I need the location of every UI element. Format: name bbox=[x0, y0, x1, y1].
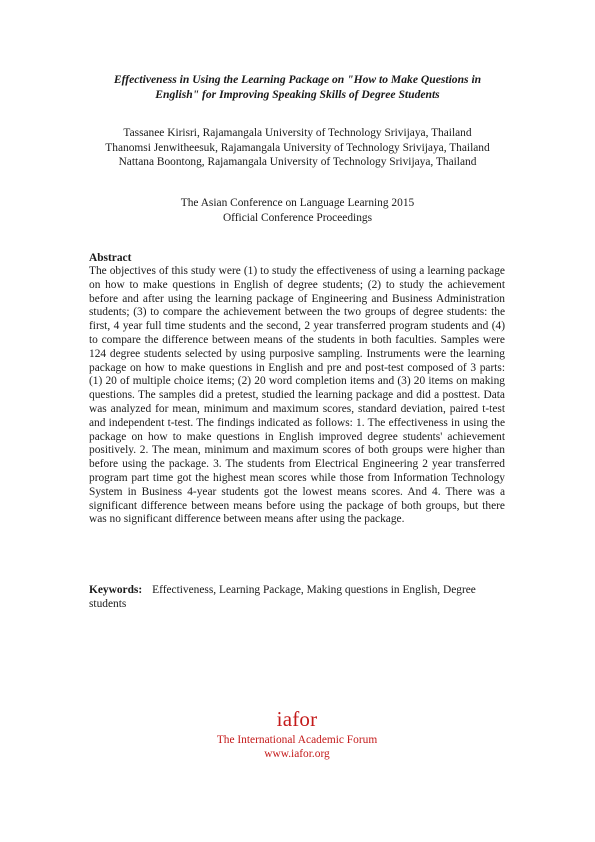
paper-title bbox=[80, 72, 515, 102]
organization-name: The International Academic Forum bbox=[216, 734, 378, 746]
keywords-label: Keywords: bbox=[89, 584, 143, 596]
iafor-logo: iafor bbox=[276, 707, 318, 731]
keywords-section bbox=[89, 584, 505, 612]
author-1: Tassanee Kirisri, Rajamangala University of Technology Srivijaya, Thailand bbox=[123, 127, 472, 139]
publisher-footer bbox=[147, 707, 447, 761]
conference-info bbox=[80, 196, 515, 225]
organization-url[interactable]: www.iafor.org bbox=[264, 747, 330, 760]
conference-proceedings: Official Conference Proceedings bbox=[222, 211, 373, 224]
author-2: Thanomsi Jenwitheesuk, Rajamangala University of Technology Srivijaya, Thailand bbox=[105, 141, 490, 154]
author-list bbox=[60, 126, 535, 170]
title-line-2: English" for Improving Speaking Skills of Degree Students bbox=[155, 88, 440, 101]
abstract-heading: Abstract bbox=[89, 252, 132, 264]
author-3: Nattana Boontong, Rajamangala University of Technology Srivijaya, Thailand bbox=[118, 156, 477, 169]
abstract-text: The objectives of this study were (1) to study the effectiveness of using a learning package on how to make questions in English of degree students; (2) to study the achievement before and after using the learning package of Engineering and Business Administration students; (3) to compare the achievement between the two groups of degree students: the first, 4 year full time students and the second, 2 year transferred program students and (4) to compare the difference between means of the students in both faculties. Samples were 124 degree students selected by using purposive sampling. Instruments were the learning package on how to make questions in English and pre and post-test composed of 3 parts: (1) 20 of multiple choice items; (2) 20 word completion items and (3) 20 items on making questions. The samples did a pretest, studied the learning package and did a posttest. Data was analyzed for mean, minimum and maximum scores, standard deviation, paired t-test and independent t-test. The findings indicated as follows: 1. The effectiveness in using the package on how to make questions in English improved degree students' achievement positively. 2. The mean, minimum and maximum scores of both groups were higher than before using the package. 3. The students from Electrical Engineering 2 year transferred program part time got the highest mean scores while those from Information Technology System in Business 4-year students got the lowest means scores. And 4. There was a significant difference between means before using the package of both groups, but there was no significant difference between means after using the package. bbox=[89, 265, 505, 526]
conference-name: The Asian Conference on Language Learning 2015 bbox=[180, 197, 415, 209]
keywords-text: Effectiveness, Learning Package, Making questions in English, Degree students bbox=[89, 584, 476, 610]
title-line-1: Effectiveness in Using the Learning Package on "How to Make Questions in bbox=[113, 73, 482, 86]
